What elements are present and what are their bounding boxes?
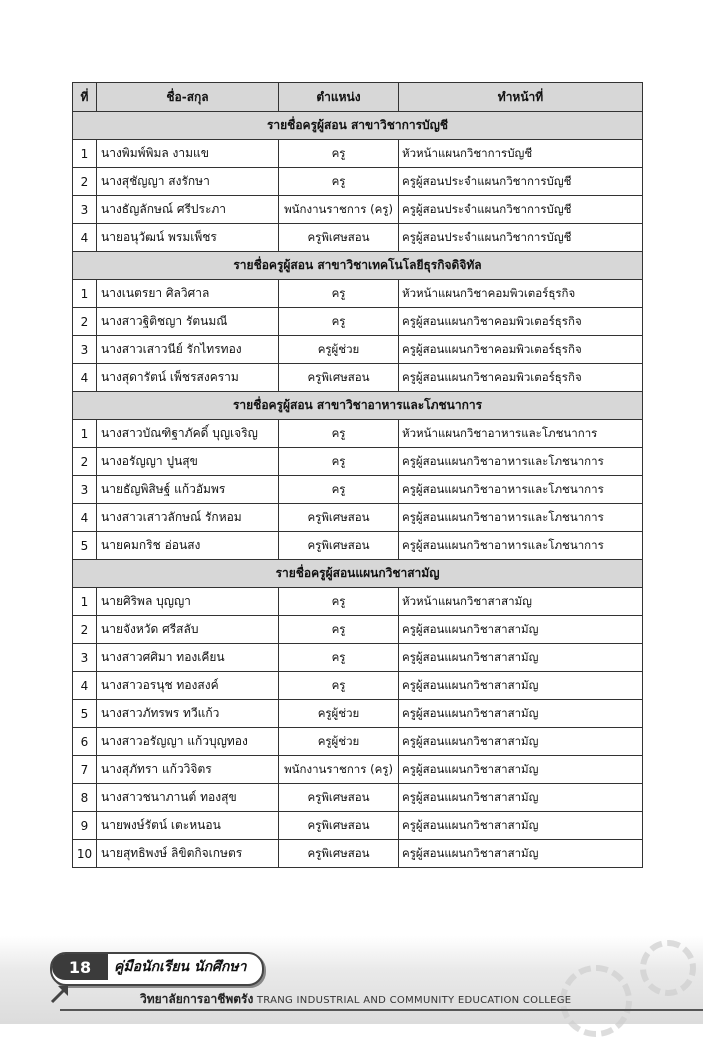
cell-name: นางสุชัญญา สงรักษา [97,168,279,196]
cell-duty: ครูผู้สอนแผนกวิชาสาสามัญ [399,756,643,784]
col-header-position: ตำแหน่ง [279,83,399,112]
cell-duty: ครูผู้สอนแผนกวิชาอาหารและโภชนาการ [399,532,643,560]
cell-number: 9 [73,812,97,840]
cell-number: 5 [73,700,97,728]
cell-number: 1 [73,280,97,308]
cell-name: นางสาวอรนุช ทองสงค์ [97,672,279,700]
cell-position: ครูพิเศษสอน [279,784,399,812]
col-header-duty: ทำหน้าที่ [399,83,643,112]
section-title: รายชื่อครูผู้สอน สาขาวิชาอาหารและโภชนาการ [73,392,643,420]
cell-name: นางสุภัทรา แก้ววิจิตร [97,756,279,784]
table-body [73,112,643,868]
table-row [73,588,643,616]
cell-name: นายศิริพล บุญญา [97,588,279,616]
table-row [73,504,643,532]
cell-position: ครู [279,448,399,476]
section-header-row [73,112,643,140]
cell-duty: หัวหน้าแผนกวิชาอาหารและโภชนาการ [399,420,643,448]
table-row [73,140,643,168]
page-number: 18 [52,954,108,980]
table-row [73,336,643,364]
cell-duty: ครูผู้สอนแผนกวิชาสาสามัญ [399,812,643,840]
table-row [73,840,643,868]
cell-number: 1 [73,140,97,168]
section-title: รายชื่อครูผู้สอน สาขาวิชาเทคโนโลยีธุรกิจดิจิทัล [73,252,643,280]
cell-number: 1 [73,588,97,616]
cell-position: ครู [279,672,399,700]
cell-name: นางธัญลักษณ์ ศรีประภา [97,196,279,224]
table-row [73,280,643,308]
cell-duty: หัวหน้าแผนกวิชาการบัญชี [399,140,643,168]
cell-position: ครู [279,280,399,308]
cell-duty: ครูผู้สอนประจำแผนกวิชาการบัญชี [399,224,643,252]
table-row [73,476,643,504]
cell-number: 3 [73,196,97,224]
table-row [73,672,643,700]
cell-position: ครูพิเศษสอน [279,812,399,840]
table-row [73,308,643,336]
cell-number: 4 [73,672,97,700]
cell-position: ครู [279,644,399,672]
cell-name: นางสาวชนาภานต์ ทองสุข [97,784,279,812]
cell-position: ครู [279,476,399,504]
table-row [73,644,643,672]
cell-number: 4 [73,364,97,392]
table-row [73,364,643,392]
table-header [73,83,643,112]
cell-number: 2 [73,308,97,336]
cell-number: 8 [73,784,97,812]
table-row [73,168,643,196]
cell-name: นายธัญพิสิษฐ์ แก้วอัมพร [97,476,279,504]
cell-duty: ครูผู้สอนแผนกวิชาอาหารและโภชนาการ [399,448,643,476]
cell-duty: ครูผู้สอนแผนกวิชาอาหารและโภชนาการ [399,504,643,532]
cell-number: 4 [73,224,97,252]
cell-duty: ครูผู้สอนประจำแผนกวิชาการบัญชี [399,168,643,196]
cell-position: ครู [279,140,399,168]
cell-name: นางสาวเสาวลักษณ์ รักหอม [97,504,279,532]
cell-number: 3 [73,476,97,504]
col-header-name: ชื่อ-สกุล [97,83,279,112]
gear-icon [640,940,696,996]
cell-name: นางเนตรยา ศิลวิศาล [97,280,279,308]
cell-position: ครูผู้ช่วย [279,336,399,364]
cell-name: นายจังหวัด ศรีสลับ [97,616,279,644]
cell-duty: ครูผู้สอนแผนกวิชาอาหารและโภชนาการ [399,476,643,504]
cell-number: 7 [73,756,97,784]
cell-position: ครู [279,420,399,448]
cell-name: นางสาวบัณฑิฐาภัคดิ์ บุญเจริญ [97,420,279,448]
table-row [73,420,643,448]
cell-number: 2 [73,616,97,644]
cell-duty: ครูผู้สอนแผนกวิชาสาสามัญ [399,784,643,812]
cell-position: ครู [279,588,399,616]
table-row [73,448,643,476]
cell-position: ครู [279,308,399,336]
cell-duty: ครูผู้สอนแผนกวิชาคอมพิวเตอร์ธุรกิจ [399,364,643,392]
cell-name: นางสาวเสาวนีย์ รักไทรทอง [97,336,279,364]
cell-number: 10 [73,840,97,868]
college-name [140,990,571,1009]
section-header-row [73,252,643,280]
cell-duty: ครูผู้สอนประจำแผนกวิชาการบัญชี [399,196,643,224]
cell-duty: ครูผู้สอนแผนกวิชาสาสามัญ [399,840,643,868]
table-row [73,196,643,224]
cell-name: นางอรัญญา ปูนสุข [97,448,279,476]
cell-position: ครูผู้ช่วย [279,700,399,728]
cell-name: นางสุดารัตน์ เพ็ชรสงคราม [97,364,279,392]
arrow-icon [48,980,74,1006]
table-row [73,532,643,560]
staff-table [72,82,643,868]
cell-number: 4 [73,504,97,532]
cell-name: นายคมกริช อ่อนสง [97,532,279,560]
table-row [73,784,643,812]
cell-duty: ครูผู้สอนแผนกวิชาสาสามัญ [399,700,643,728]
cell-position: ครูพิเศษสอน [279,840,399,868]
cell-name: นางสาวศศิมา ทองเคียน [97,644,279,672]
cell-duty: ครูผู้สอนแผนกวิชาสาสามัญ [399,644,643,672]
table-row [73,756,643,784]
cell-name: นางพิมพ์พิมล งามแข [97,140,279,168]
table-row [73,224,643,252]
college-name-english: TRANG INDUSTRIAL AND COMMUNITY EDUCATION COLLEGE [256,995,572,1006]
cell-position: ครูพิเศษสอน [279,364,399,392]
cell-position: ครู [279,616,399,644]
cell-name: นายพงษ์รัตน์ เตะหนอน [97,812,279,840]
cell-duty: หัวหน้าแผนกวิชาสาสามัญ [399,588,643,616]
cell-duty: ครูผู้สอนแผนกวิชาคอมพิวเตอร์ธุรกิจ [399,308,643,336]
cell-duty: ครูผู้สอนแผนกวิชาสาสามัญ [399,616,643,644]
cell-number: 2 [73,448,97,476]
col-header-number: ที่ [73,83,97,112]
handbook-title: คู่มือนักเรียน นักศึกษา [114,959,247,975]
cell-number: 3 [73,336,97,364]
section-header-row [73,560,643,588]
cell-duty: ครูผู้สอนแผนกวิชาสาสามัญ [399,672,643,700]
section-title: รายชื่อครูผู้สอนแผนกวิชาสามัญ [73,560,643,588]
cell-number: 2 [73,168,97,196]
cell-name: นางสาวอรัญญา แก้วบุญทอง [97,728,279,756]
table-row [73,616,643,644]
college-name-thai: วิทยาลัยการอาชีพตรัง [140,992,254,1006]
cell-number: 5 [73,532,97,560]
cell-number: 3 [73,644,97,672]
cell-number: 1 [73,420,97,448]
cell-duty: ครูผู้สอนแผนกวิชาคอมพิวเตอร์ธุรกิจ [399,336,643,364]
cell-duty: ครูผู้สอนแผนกวิชาสาสามัญ [399,728,643,756]
section-header-row [73,392,643,420]
cell-position: ครูพิเศษสอน [279,504,399,532]
section-title: รายชื่อครูผู้สอน สาขาวิชาการบัญชี [73,112,643,140]
cell-name: นางสาวภัทรพร ทวีแก้ว [97,700,279,728]
cell-name: นายอนุวัฒน์ พรมเพ็ชร [97,224,279,252]
table-row [73,700,643,728]
cell-position: พนักงานราชการ (ครู) [279,196,399,224]
cell-position: ครูพิเศษสอน [279,532,399,560]
cell-duty: หัวหน้าแผนกวิชาคอมพิวเตอร์ธุรกิจ [399,280,643,308]
footer-rule [60,1009,703,1011]
cell-position: พนักงานราชการ (ครู) [279,756,399,784]
cell-name: นางสาวฐิติชญา รัตนมณี [97,308,279,336]
cell-position: ครูพิเศษสอน [279,224,399,252]
cell-position: ครูผู้ช่วย [279,728,399,756]
cell-position: ครู [279,168,399,196]
cell-name: นายสุทธิพงษ์ ลิขิตกิจเกษตร [97,840,279,868]
cell-number: 6 [73,728,97,756]
table-row [73,728,643,756]
table-row [73,812,643,840]
